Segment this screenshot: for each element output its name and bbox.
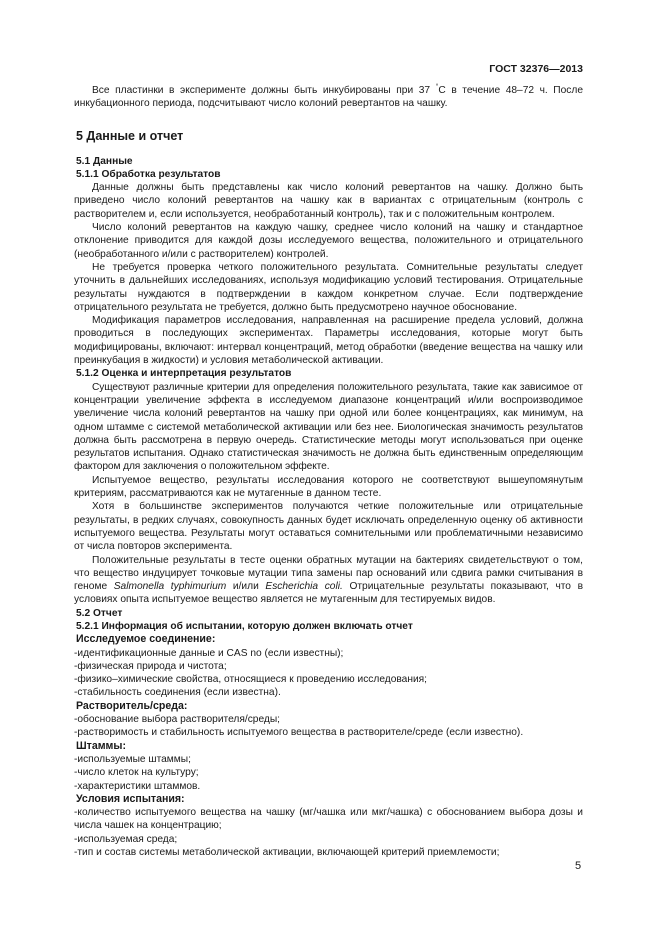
text-run: и/или — [226, 581, 266, 593]
text-run: Положительные результаты в тесте оценки обратных мутации на бактериях свидетельствуют о том, что вещество индуцирует точковые мутации типа замены пар оснований или сдвига рамки считывания в геноме — [74, 554, 583, 593]
list-item: -число клеток на культуру; — [74, 767, 199, 779]
subheading-solvent: Растворитель/среда: — [76, 699, 188, 712]
subheading-conditions: Условия испытания: — [76, 792, 185, 805]
list-item: -стабильность соединения (если известна). — [74, 687, 281, 699]
list-item: -тип и состав системы метаболической активации, включающей критерий приемлемости; — [74, 847, 500, 859]
paragraph: Данные должны быть представлены как число колоний ревертантов на чашку. Должно быть приведено число колоний ревертантов на чашку как в вариантах с отрицательным (контроль с растворителем и, если используется, необработанный контроль), так и с положительным контролем. — [74, 182, 583, 220]
paragraph: Не требуется проверка четкого положительного результата. Сомнительные результаты следует уточнить в дальнейших исследованиях, используя модификацию условий тестирования. Отрицательные результаты нуждаются в подтверждении в каждом конкретном случае. Если подтверждение отрицательного результата не требуется, должно быть предусмотрено научное обоснование. — [74, 261, 583, 313]
paragraph: Модификация параметров исследования, направленная на расширение предела условий, должна проводиться в последующих экспериментах. Параметры исследования, которые могут быть модифицированы, включают: интервал концентраций, метод обработки (введение вещества на чашку или преинкубация в жидкости) и условия метаболической активации. — [74, 315, 583, 367]
document-header: ГОСТ 32376—2013 — [489, 63, 583, 75]
text-run: Отрицательные результаты показывают, что в условиях опыта испытуемое вещество является не мутагенным для тестируемых видов. — [74, 581, 584, 606]
list-item: -используемые штаммы; — [74, 753, 191, 765]
list-item-wrapped: -количество испытуемого вещества на чашку (мг/чашка или мкг/чашка) с обоснованием выбора дозы и числа чашек на концентрацию; — [74, 807, 583, 832]
section-5-1-1-heading: 5.1.1 Обработка результатов — [76, 168, 221, 180]
intro-text-post: С в течение 48–72 ч. После инкубационного периода, подсчитывают число колоний ревертантов на чашку. — [74, 85, 583, 110]
section-5-1-heading: 5.1 Данные — [76, 155, 133, 167]
list-item: -физико–химические свойства, относящиеся к проведению исследования; — [74, 674, 428, 686]
section-5-1-2-heading: 5.1.2 Оценка и интерпретация результатов — [76, 368, 292, 380]
species-name: Escherichia coli. — [265, 581, 343, 593]
intro-paragraph — [74, 84, 583, 111]
list-item: -идентификационные данные и CAS no (если известны); — [74, 647, 344, 659]
section-5-2-1-heading: 5.2.1 Информация об испытании, которую должен включать отчет — [76, 620, 413, 632]
paragraph: Хотя в большинстве экспериментов получаются четкие положительные или отрицательные результаты, в редких случаях, совокупность данных будет исключать определенную оценку об активности испытуемого вещества. Результаты могут оставаться сомнительными или проблематичными независимо от числа повторов эксперимента. — [74, 501, 583, 553]
degree-sign: ° — [435, 83, 439, 91]
document-body — [74, 84, 583, 859]
species-name: Salmonella typhimurium — [113, 581, 227, 593]
page-number: 5 — [575, 860, 582, 872]
list-item: -растворимость и стабильность испытуемого вещества в растворителе/среде (если известно). — [74, 727, 524, 739]
list-item: -характеристики штаммов. — [74, 780, 201, 792]
list-item: -обоснование выбора растворителя/среды; — [74, 714, 280, 726]
paragraph: Испытуемое вещество, результаты исследования которого не соответствуют вышеупомянутым критериям, рассматриваются как не мутагенные в данном тесте. — [74, 474, 583, 500]
paragraph — [74, 554, 583, 607]
subheading-strains: Штаммы: — [76, 739, 126, 752]
section-5-2-heading: 5.2 Отчет — [76, 607, 123, 619]
subheading-compound: Исследуемое соединение: — [76, 633, 216, 646]
section-5-heading: 5 Данные и отчет — [76, 128, 184, 143]
paragraph: Существуют различные критерии для определения положительного результата, такие как зависимое от концентрации увеличение эффекта в исследуемом диапазоне концентраций и/или воспроизводимое увеличение числа колоний ревертантов на чашку при одной или более концентрациях, как минимум, на одном штамме с системой метаболической активации или без нее. Биологическая значимость результатов должна быть рассмотрена в первую очередь. Статистические методы могут использоваться при оценке результатов испытания. Однако статистическая значимость не должна быть единственным определяющим фактором для заключения о положительном эффекте. — [74, 381, 583, 473]
list-item: -используемая среда; — [74, 833, 178, 845]
intro-text-pre: Все пластинки в эксперименте должны быть инкубированы при 37 — [92, 85, 436, 96]
paragraph: Число колоний ревертантов на каждую чашку, среднее число колоний на чашку и стандартное отклонение приводится для каждой дозы исследуемого вещества, положительного и отрицательного (необработанного и/или с растворителем) контролей. — [74, 222, 583, 260]
list-item: -физическая природа и чистота; — [74, 660, 227, 672]
